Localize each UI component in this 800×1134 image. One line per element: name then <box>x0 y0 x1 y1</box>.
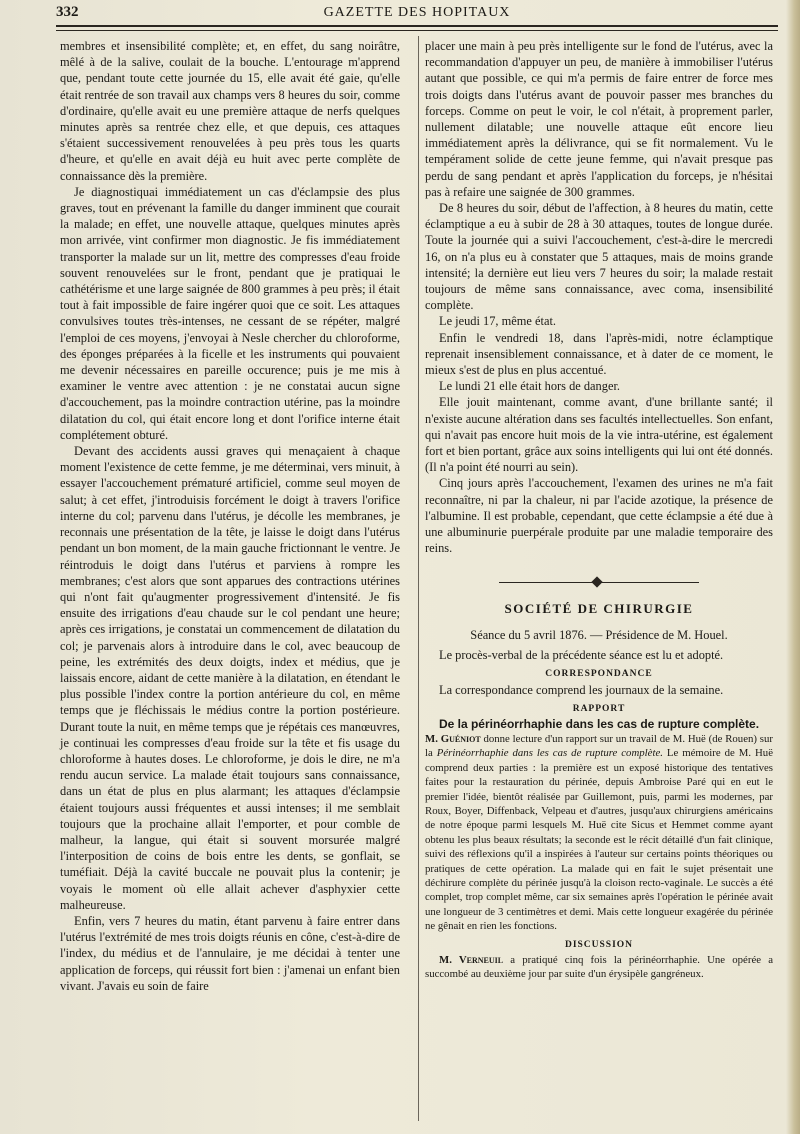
paragraph: Enfin, vers 7 heures du matin, étant parvenu à faire entrer dans l'utérus l'extrémité de mes trois doigts réunis en cône, c'est-à-dire de l'index, du médius et de l'annulaire, je me décidai à tenter une application de forceps, qui réussit fort bien : j'amenai un enfant bien vivant. J'avais eu soin de faire <box>60 913 400 993</box>
scan-edge <box>786 0 800 1134</box>
paragraph: Cinq jours après l'accouchement, l'examen des urines ne m'a fait reconnaître, ni par la chaleur, ni par l'acide azotique, la présence de l'albumine. Il est probable, cependant, que cette éclampsie a été due à une albuminurie puerpérale produite par une maladie temporaire des reins. <box>425 476 773 556</box>
report-body <box>425 732 773 934</box>
discussion-text: a pratiqué cinq fois la périnéorrhaphie. Une opérée a succombé au deuxième jour par suite d'un érysipèle gangréneux. <box>425 953 773 980</box>
page-number: 332 <box>56 4 79 20</box>
report-title: De la périnéorrhaphie dans les cas de rupture complète. <box>438 716 760 731</box>
right-column <box>425 38 773 981</box>
paragraph: Je diagnostiquai immédiatement un cas d'éclampsie des plus graves, tout en prévenant la famille du danger imminent que courait la malade; en effet, une nouvelle attaque, quelques minutes après mon arrivée, vint confirmer mon diagnostic. Je fis immédiatement transporter la malade sur un lit, mettre des compresses d'eau froide souvent renouvelées sur le front, pendant que je pratiquai le cathétérisme et une large saignée de 800 grammes à peu près; il était tout à fait impossible de faire ingérer quoi que ce soit. Les attaques convulsives toutes très-intenses, ne cessant de se répéter, malgré l'emploi de ces moyens, j'envoyai à Nesle chercher du chloroforme, des éponges préparées à la ficelle et les instruments qui pouvaient me devenir nécessaires en pareille occurence; puis je me mis à examiner le ventre avec attention : je ne constatai aucun signe d'accouchement, pas la moindre contraction utérine, pas la moindre dilatation du col, qui était encore long et dont l'orifice interne était complétement obturé. <box>60 184 400 442</box>
paragraph: Devant des accidents aussi graves qui menaçaient à chaque moment l'existence de cette femme, je me déterminai, vers minuit, à essayer l'accouchement prématuré artificiel, comme seul moyen de salut; à cet effet, j'introduisis forcément le doigt à travers l'orifice interne du col; parvenu dans l'utérus, je décolle les membranes, je reconnais une présentation de la tête, je laisse le doigt dans l'utérus pendant un bon moment, de la main gauche frictionnant le ventre. Je réintroduis le doigt dans l'utérus et parviens à rompre les membranes; c'est alors que sont apparues des contractions utérines qui n'ont fait qu'augmenter progressivement d'intensité. Je fis ensuite des irrigations d'eau chaude sur le col pendant une heure; après ces irrigations, je constatai un commencement de dilatation du col; je parvenais alors à introduire dans le col, avec beaucoup de peine, les extrémités des deux doigts, index et médius, que je laissais encore, aidant de cette manière à la dilatation, en étendant le plus possible l'index contre la portion antérieure du col, en même temps que je fléchissais le médius contre la portion postérieure. Durant toute la nuit, en même temps que je répétais ces manœuvres, je continuai les compresses d'eau froide sur la tête et fis usage du chloroforme à hautes doses. Le chloroforme, je dois le dire, ne m'a rendu aucun service. La malade était toujours sans connaissance, dans un état de plus en plus alarmant; les attaques d'éclampsie étaient toujours aussi fréquentes et aussi intenses; il me semblait toujours que la prochaine allait l'emporter, et pour comble de malheur, la langue, qui était si souvent morsurée malgré l'interposition de coins de bois entre les dents, se gonflait, se tuméfiait. Déjà la cavité buccale ne pouvait plus la contenir; je voyais le moment où elle allait achever d'asphyxier cette malheureuse. <box>60 444 400 912</box>
header-rule <box>56 25 778 31</box>
session-line: Séance du 5 avril 1876. — Présidence de M. Houel. <box>470 627 728 642</box>
correspondence-heading: CORRESPONDANCE <box>545 668 653 679</box>
minutes-line: Le procès-verbal de la précédente séance est lu et adopté. <box>439 647 724 662</box>
page-header <box>56 4 778 24</box>
column-divider <box>418 36 419 1121</box>
paragraph: Elle jouit maintenant, comme avant, d'une brillante santé; il n'existe aucune altération dans ses facultés intellectuelles. Son enfant, qui n'avait pas encore huit mois de la vie intra-utérine, est également fort et bien portant, grâce aux soins intelligents qui lui ont été donnés. (Il n'a point été nourri au sein). <box>425 395 773 475</box>
correspondence-text: La correspondance comprend les journaux de la semaine. <box>439 682 724 697</box>
paragraph: placer une main à peu près intelligente sur le fond de l'utérus, avec la recommandation d'appuyer un peu, de manière à immobiliser l'utérus autant que possible, ce qui m'a permis de faire entrer de force mes trois doigts dans l'utérus avant de pouvoir passer mes branches du forceps. Comme on peut le voir, le col n'était, à proprement parler, nullement dilatable; une nouvelle attaque eût encore lieu immédiatement après la délivrance, qui se fit normalement. Vu le tempérament solide de cette jeune femme, qui n'avait presque pas perdu de sang pendant et après l'application du forceps, je n'hésitai pas à refaire une saignée de 300 grammes. <box>425 39 773 199</box>
report-heading: RAPPORT <box>572 703 626 714</box>
report-italic-title: Périnéorrhaphie dans les cas de rupture complète. <box>436 747 663 760</box>
paragraph: Le jeudi 17, même état. <box>439 314 556 329</box>
report-author: M. Guéniot <box>425 732 481 745</box>
report-text-2: Le mémoire de M. Huë comprend deux parties : la première est un exposé historique des tentatives faites pour la restauration du périnée, depuis Ambroise Paré qui en eut le premier l'idée, bientôt réalisée par Guillemont, puis, parmi les modernes, par Roux, Boyer, Diffenback, Velpeau et d'autres, jusqu'aux chirurgiens américains de notre époque parmi lesquels M. Huë cite Sicus et Hemmet comme ayant obtenu les plus beaux résultats; la seconde est le récit détaillé d'un fait clinique, suivi des réflexions qu'il a inspirées à l'auteur sur certains points théoriques ou pratiques de cette opération. La malade qui en fait le sujet présentait une déchirure complète du périnée jusqu'à la cloison recto-vaginale. Le succès a été complet, trop complet même, car six semaines après l'opération le périnée avait une longueur de 3 centimètres et demi. Mais cette longueur exagérée du périnée ne gênait en rien les fonctions. <box>425 747 773 933</box>
discussion-body <box>425 953 773 982</box>
discussion-heading: DISCUSSION <box>564 939 634 950</box>
paragraph: Enfin le vendredi 18, dans l'après-midi, notre éclamptique reprenait insensiblement connaissance, et à dater de ce moment, le mieux s'est de plus en plus accentué. <box>425 330 773 378</box>
paragraph: Le lundi 21 elle était hors de danger. <box>439 379 620 394</box>
society-title: SOCIÉTÉ DE CHIRURGIE <box>504 600 694 616</box>
section-separator <box>499 577 699 587</box>
journal-title: GAZETTE DES HOPITAUX <box>323 5 511 20</box>
paragraph: De 8 heures du soir, début de l'affection, à 8 heures du matin, cette éclamptique a eu à subir de 28 à 30 attaques, toutes de longue durée. Toute la journée qui a suivi l'accouchement, c'est-à-dire le mercredi 16, on n'a plus eu à constater que 5 attaques, mais de moins grande intensité; la dernière eut lieu vers 7 heures du soir; la malade restait toujours de même sans connaissance, avec coma, insensibilité complète. <box>425 201 773 313</box>
report-text-1: donne lecture d'un rapport sur un travail de M. Huë (de Rouen) sur la <box>425 732 773 760</box>
paragraph: membres et insensibilité complète; et, en effet, du sang noirâtre, mêlé à de la salive, coulait de la bouche. L'entourage m'apprend que, pendant toute cette journée du 15, elle avait été gaie, qu'elle était rentrée de son travail aux champs vers 8 heures du soir, comme d'ordinaire, qu'elle avait eu une première attaque de nerfs quelques minutes après sa rentrée chez elle, et que depuis, ces attaques s'étaient successivement renouvelées à peu près tous les quarts d'heure, et qu'elle en avait déjà eu huit avec perte complète de connaissance dès la première. <box>60 39 400 183</box>
discussion-author: M. Verneuil <box>439 953 504 966</box>
left-column <box>60 38 400 994</box>
